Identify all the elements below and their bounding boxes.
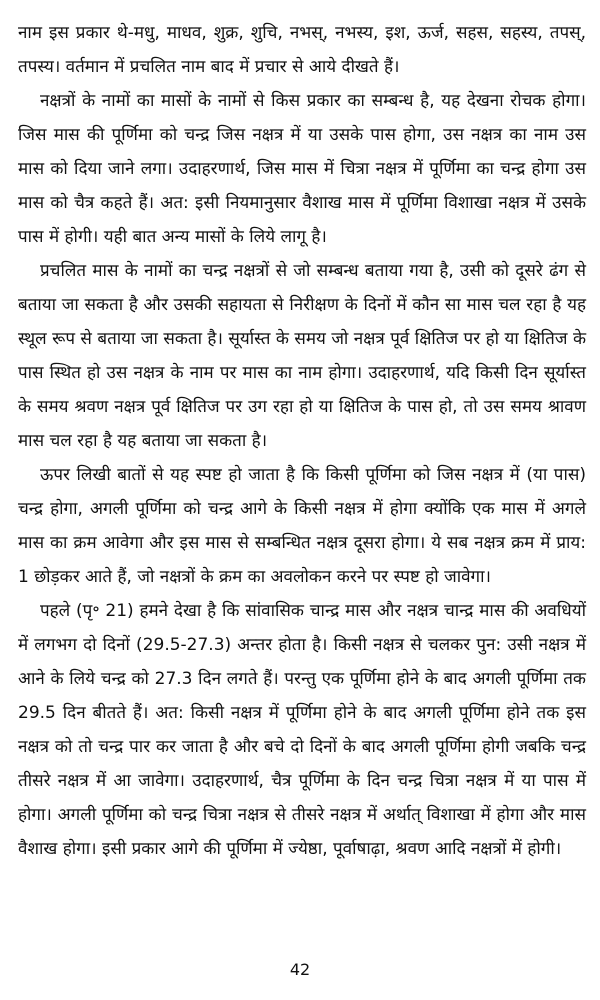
paragraph-5: पहले (पृ॰ 21) हमने देखा है कि सांवासिक चान्द्र मास और नक्षत्र चान्द्र मास की अवधियों में लगभग दो दिनों (29.5-27.3) अन्तर होता है। किसी नक्षत्र से चलकर पुन: उसी नक्षत्र में आने के लिये चन्द्र को 27.3 दिन लगते हैं। परन्तु एक पूर्णिमा होने के बाद अगली पूर्णिमा तक 29.5 दिन बीतते हैं। अत: किसी नक्षत्र में पूर्णिमा होने के बाद अगली पूर्णिमा होने तक इस नक्षत्र को तो चन्द्र पार कर जाता है और बचे दो दिनों के बाद अगली पूर्णिमा होगी जबकि चन्द्र तीसरे नक्षत्र में आ जावेगा। उदाहरणार्थ, चैत्र पूर्णिमा के दिन चन्द्र चित्रा नक्षत्र में या पास में होगा। अगली पूर्णिमा को चन्द्र चित्रा नक्षत्र से तीसरे नक्षत्र में अर्थात् विशाखा में होगा और मास वैशाख होगा। इसी प्रकार आगे की पूर्णिमा में ज्येष्ठा, पूर्वाषाढ़ा, श्रवण आदि नक्षत्रों में होगी। <box>18 601 586 859</box>
paragraph-1: नाम इस प्रकार थे-मधु, माधव, शुक्र, शुचि, नभस्, नभस्य, इश, ऊर्ज, सहस, सहस्य, तपस्, तपस्य। वर्तमान में प्रचलित नाम बाद में प्रचार से आये दीखते हैं। <box>18 23 586 77</box>
paragraph-2: नक्षत्रों के नामों का मासों के नामों से किस प्रकार का सम्बन्ध है, यह देखना रोचक होगा। जिस मास की पूर्णिमा को चन्द्र जिस नक्षत्र में या उसके पास होगा, उस नक्षत्र का नाम उस मास को दिया जाने लगा। उदाहरणार्थ, जिस मास में चित्रा नक्षत्र में पूर्णिमा का चन्द्र होगा उस मास को चैत्र कहते हैं। अत: इसी नियमानुसार वैशाख मास में पूर्णिमा विशाखा नक्षत्र में उसके पास में होगी। यही बात अन्य मासों के लिये लागू है। <box>18 91 586 247</box>
paragraph-4: ऊपर लिखी बातों से यह स्पष्ट हो जाता है कि किसी पूर्णिमा को जिस नक्षत्र में (या पास) चन्द्र होगा, अगली पूर्णिमा को चन्द्र आगे के किसी नक्षत्र में होगा क्योंकि एक मास में अगले मास का क्रम आवेगा और इस मास से सम्बन्धित नक्षत्र दूसरा होगा। ये सब नक्षत्र क्रम में प्राय: 1 छोड़कर आते हैं, जो नक्षत्रों के क्रम का अवलोकन करने पर स्पष्ट हो जावेगा। <box>18 465 586 587</box>
page-number: 42 <box>289 960 311 979</box>
paragraph-3: प्रचलित मास के नामों का चन्द्र नक्षत्रों से जो सम्बन्ध बताया गया है, उसी को दूसरे ढंग से बताया जा सकता है और उसकी सहायता से निरीक्षण के दिनों में कौन सा मास चल रहा है यह स्थूल रूप से बताया जा सकता है। सूर्यास्त के समय जो नक्षत्र पूर्व क्षितिज पर हो या क्षितिज के पास स्थित हो उस नक्षत्र के नाम पर मास का नाम होगा। उदाहरणार्थ, यदि किसी दिन सूर्यास्त के समय श्रवण नक्षत्र पूर्व क्षितिज पर उग रहा हो या क्षितिज के पास हो, तो उस समय श्रावण मास चल रहा है यह बताया जा सकता है। <box>18 261 586 451</box>
